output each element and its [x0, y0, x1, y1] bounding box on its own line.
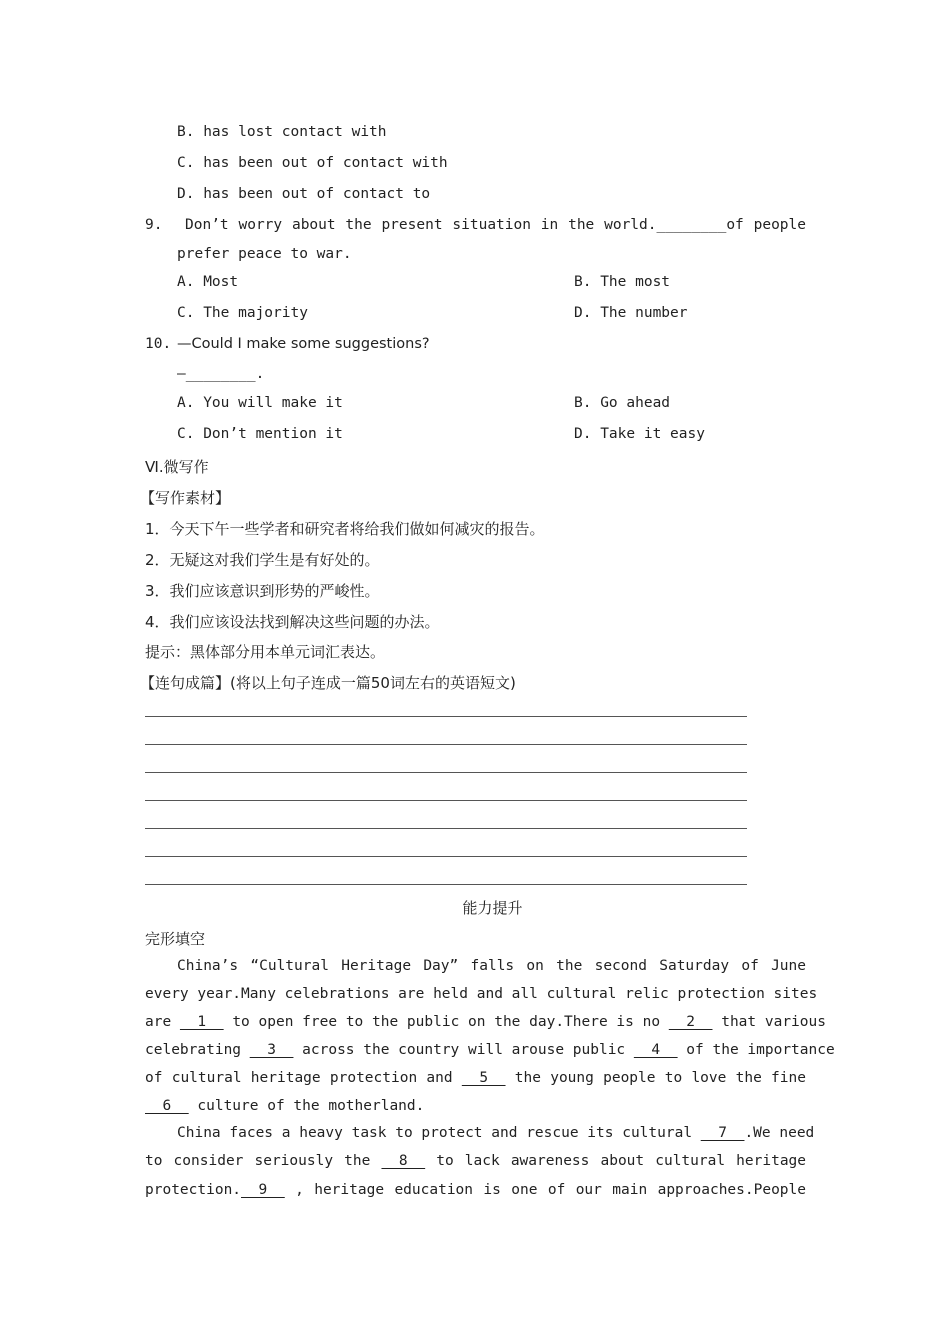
- q8-option-c: C. has been out of contact with: [177, 155, 448, 171]
- q10-option-b: B. Go ahead: [574, 395, 671, 411]
- cloze-p2-line3: [145, 1182, 806, 1198]
- q9-option-c: C. The majority: [177, 305, 308, 321]
- ability-title: 能力提升: [462, 899, 523, 917]
- cloze-blank-5[interactable]: __5__: [461, 1070, 506, 1086]
- text-segment: China faces a heavy task to protect and rescue its cultural: [177, 1125, 693, 1141]
- materials-heading: 【写作素材】: [140, 489, 231, 507]
- q9-stem-line1: Don’t worry about the present situation in the world.________of people: [185, 217, 806, 233]
- text-segment: culture of the motherland.: [197, 1098, 425, 1114]
- cloze-blank-3[interactable]: __3__: [249, 1042, 294, 1058]
- compose-heading-label: 【连句成篇】: [140, 674, 231, 692]
- q10-stem-line2: —________.: [177, 366, 265, 382]
- text-segment: are: [145, 1014, 172, 1030]
- writing-line[interactable]: [145, 828, 747, 829]
- q9-option-a: A. Most: [177, 274, 239, 290]
- cloze-blank-8[interactable]: __8__: [381, 1153, 426, 1169]
- text-segment: to open free to the public on the day.There is no: [232, 1014, 661, 1030]
- cloze-blank-7[interactable]: __7__: [700, 1125, 745, 1141]
- text-segment: celebrating: [145, 1042, 242, 1058]
- compose-note: (将以上句子连成一篇50词左右的英语短文): [230, 674, 516, 692]
- q9-number: 9.: [145, 217, 163, 233]
- cloze-p2-line2: [145, 1153, 806, 1169]
- material-item-4: 4．我们应该设法找到解决这些问题的办法。: [145, 613, 440, 631]
- writing-line[interactable]: [145, 856, 747, 857]
- compose-heading: [140, 672, 516, 693]
- q8-option-b: B. has lost contact with: [177, 124, 387, 140]
- q10-number: 10.: [145, 336, 172, 352]
- q8-option-d: D. has been out of contact to: [177, 186, 431, 202]
- cloze-blank-6[interactable]: __6__: [145, 1098, 189, 1114]
- q10-option-a: A. You will make it: [177, 395, 343, 411]
- text-segment: of cultural heritage protection and: [145, 1070, 453, 1086]
- material-item-1: 1．今天下午一些学者和研究者将给我们做如何减灾的报告。: [145, 520, 545, 538]
- writing-line[interactable]: [145, 800, 747, 801]
- cloze-blank-4[interactable]: __4__: [633, 1042, 678, 1058]
- text-segment: of the importance: [686, 1042, 835, 1058]
- text-segment: the young people to love the fine: [514, 1070, 806, 1086]
- hint-text: 提示：黑体部分用本单元词汇表达。: [145, 643, 386, 661]
- cloze-p1-line6: [145, 1098, 424, 1114]
- material-item-2: 2．无疑这对我们学生是有好处的。: [145, 551, 380, 569]
- q10-stem-line1: —Could I make some suggestions?: [177, 336, 430, 352]
- cloze-p1-line1: China’s “Cultural Heritage Day” falls on the second Saturday of June: [177, 958, 806, 974]
- cloze-p1-line2: every year.Many celebrations are held and all cultural relic protection sites: [145, 986, 818, 1002]
- writing-line[interactable]: [145, 772, 747, 773]
- text-segment: that various: [721, 1014, 826, 1030]
- q10-option-c: C. Don’t mention it: [177, 426, 343, 442]
- text-segment: across the country will arouse public: [302, 1042, 626, 1058]
- cloze-blank-1[interactable]: __1__: [179, 1014, 224, 1030]
- q9-stem-line2: prefer peace to war.: [177, 246, 352, 262]
- cloze-blank-9[interactable]: __9__: [241, 1182, 285, 1198]
- section6-title: Ⅵ.微写作: [145, 458, 209, 476]
- text-segment: to lack awareness about cultural heritage: [436, 1153, 807, 1169]
- cloze-p1-line3: [145, 1014, 826, 1030]
- cloze-p2-line1: [177, 1125, 815, 1141]
- cloze-blank-2[interactable]: __2__: [668, 1014, 713, 1030]
- cloze-p1-line4: [145, 1042, 835, 1058]
- writing-line[interactable]: [145, 744, 747, 745]
- text-segment: to consider seriously the: [145, 1153, 371, 1169]
- writing-line[interactable]: [145, 884, 747, 885]
- q9-option-d: D. The number: [574, 305, 688, 321]
- cloze-subtitle: 完形填空: [145, 930, 206, 948]
- q10-option-d: D. Take it easy: [574, 426, 705, 442]
- text-segment: .We need: [744, 1125, 815, 1141]
- text-segment: , heritage education is one of our main approaches.People: [295, 1182, 806, 1198]
- q9-option-b: B. The most: [574, 274, 671, 290]
- cloze-p1-line5: [145, 1070, 806, 1086]
- material-item-3: 3．我们应该意识到形势的严峻性。: [145, 582, 380, 600]
- writing-line[interactable]: [145, 716, 747, 717]
- text-segment: protection.: [145, 1182, 242, 1198]
